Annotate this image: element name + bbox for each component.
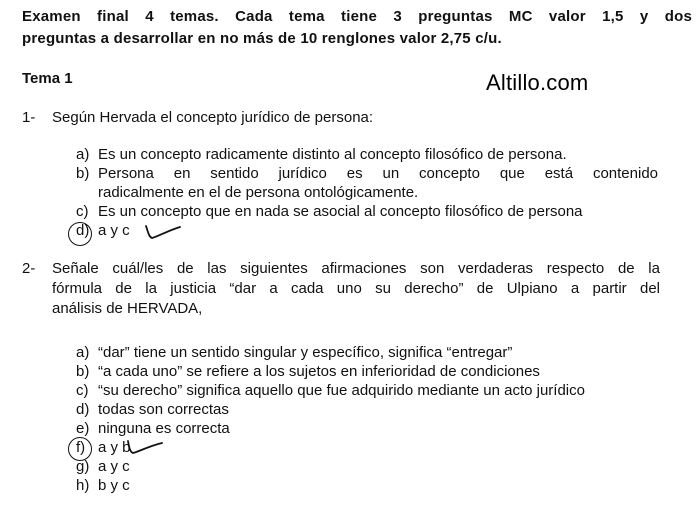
option-letter: d) — [76, 401, 90, 418]
instructions-line-1: Examen final 4 temas. Cada tema tiene 3 preguntas MC valor 1,5 y dos — [22, 8, 692, 25]
question-number: 2- — [22, 260, 36, 277]
question-number: 1- — [22, 109, 36, 126]
option-text-line-2: radicalmente en el de persona ontológicamente. — [98, 184, 419, 201]
topic-title: Tema 1 — [22, 70, 73, 87]
watermark: Altillo.com — [486, 70, 589, 95]
question-text-line-3: análisis de HERVADA, — [52, 300, 203, 317]
exam-instructions — [22, 6, 692, 50]
option-h — [76, 476, 658, 495]
option-text: b y c — [98, 477, 130, 494]
checkmark-icon — [125, 436, 165, 458]
answer-circle-mark — [68, 222, 92, 246]
option-letter: e) — [76, 420, 90, 437]
option-c — [76, 381, 658, 400]
option-b — [76, 362, 658, 381]
option-text: “a cada uno” se refiere a los sujetos en inferioridad de condiciones — [98, 363, 540, 380]
option-letter: c) — [76, 203, 89, 220]
instructions-line-2: preguntas a desarrollar en no más de 10 renglones valor 2,75 c/u. — [22, 30, 502, 47]
option-letter: g) — [76, 458, 90, 475]
option-text: Es un concepto radicamente distinto al concepto filosófico de persona. — [98, 146, 567, 163]
option-letter: f) — [76, 439, 86, 456]
checkmark-icon — [143, 220, 183, 242]
option-letter: b) — [76, 165, 90, 182]
option-g — [76, 457, 658, 476]
option-letter: a) — [76, 344, 90, 361]
option-text: “su derecho” significa aquello que fue adquirido mediante un acto jurídico — [98, 382, 585, 399]
option-text: a y c — [98, 222, 130, 239]
question-text-line-2: fórmula de la justicia “dar a cada uno su derecho” de Ulpiano a partir del — [52, 280, 660, 297]
option-text: a y b — [98, 439, 131, 456]
option-letter: h) — [76, 477, 90, 494]
option-letter: b) — [76, 363, 90, 380]
option-text-line-1: Persona en sentido jurídico es un concepto que está contenido — [98, 165, 658, 182]
option-b — [76, 164, 658, 202]
answer-circle-mark — [68, 437, 92, 461]
option-letter: c) — [76, 382, 89, 399]
option-text: “dar” tiene un sentido singular y específico, significa “entregar” — [98, 344, 513, 361]
option-text: todas son correctas — [98, 401, 229, 418]
option-letter: d) — [76, 222, 90, 239]
option-text: Es un concepto que en nada se asocial al concepto filosófico de persona — [98, 203, 583, 220]
option-letter: a) — [76, 146, 90, 163]
option-text: a y c — [98, 458, 130, 475]
option-a — [76, 343, 658, 362]
option-c — [76, 202, 658, 221]
question-text-line-1: Señale cuál/les de las siguientes afirmaciones son verdaderas respecto de la — [52, 260, 660, 277]
question-text — [52, 259, 660, 319]
question-text: Según Hervada el concepto jurídico de persona: — [52, 109, 374, 126]
option-d — [76, 400, 658, 419]
option-a — [76, 145, 658, 164]
question-2-options — [76, 343, 658, 495]
option-text: ninguna es correcta — [98, 420, 230, 437]
